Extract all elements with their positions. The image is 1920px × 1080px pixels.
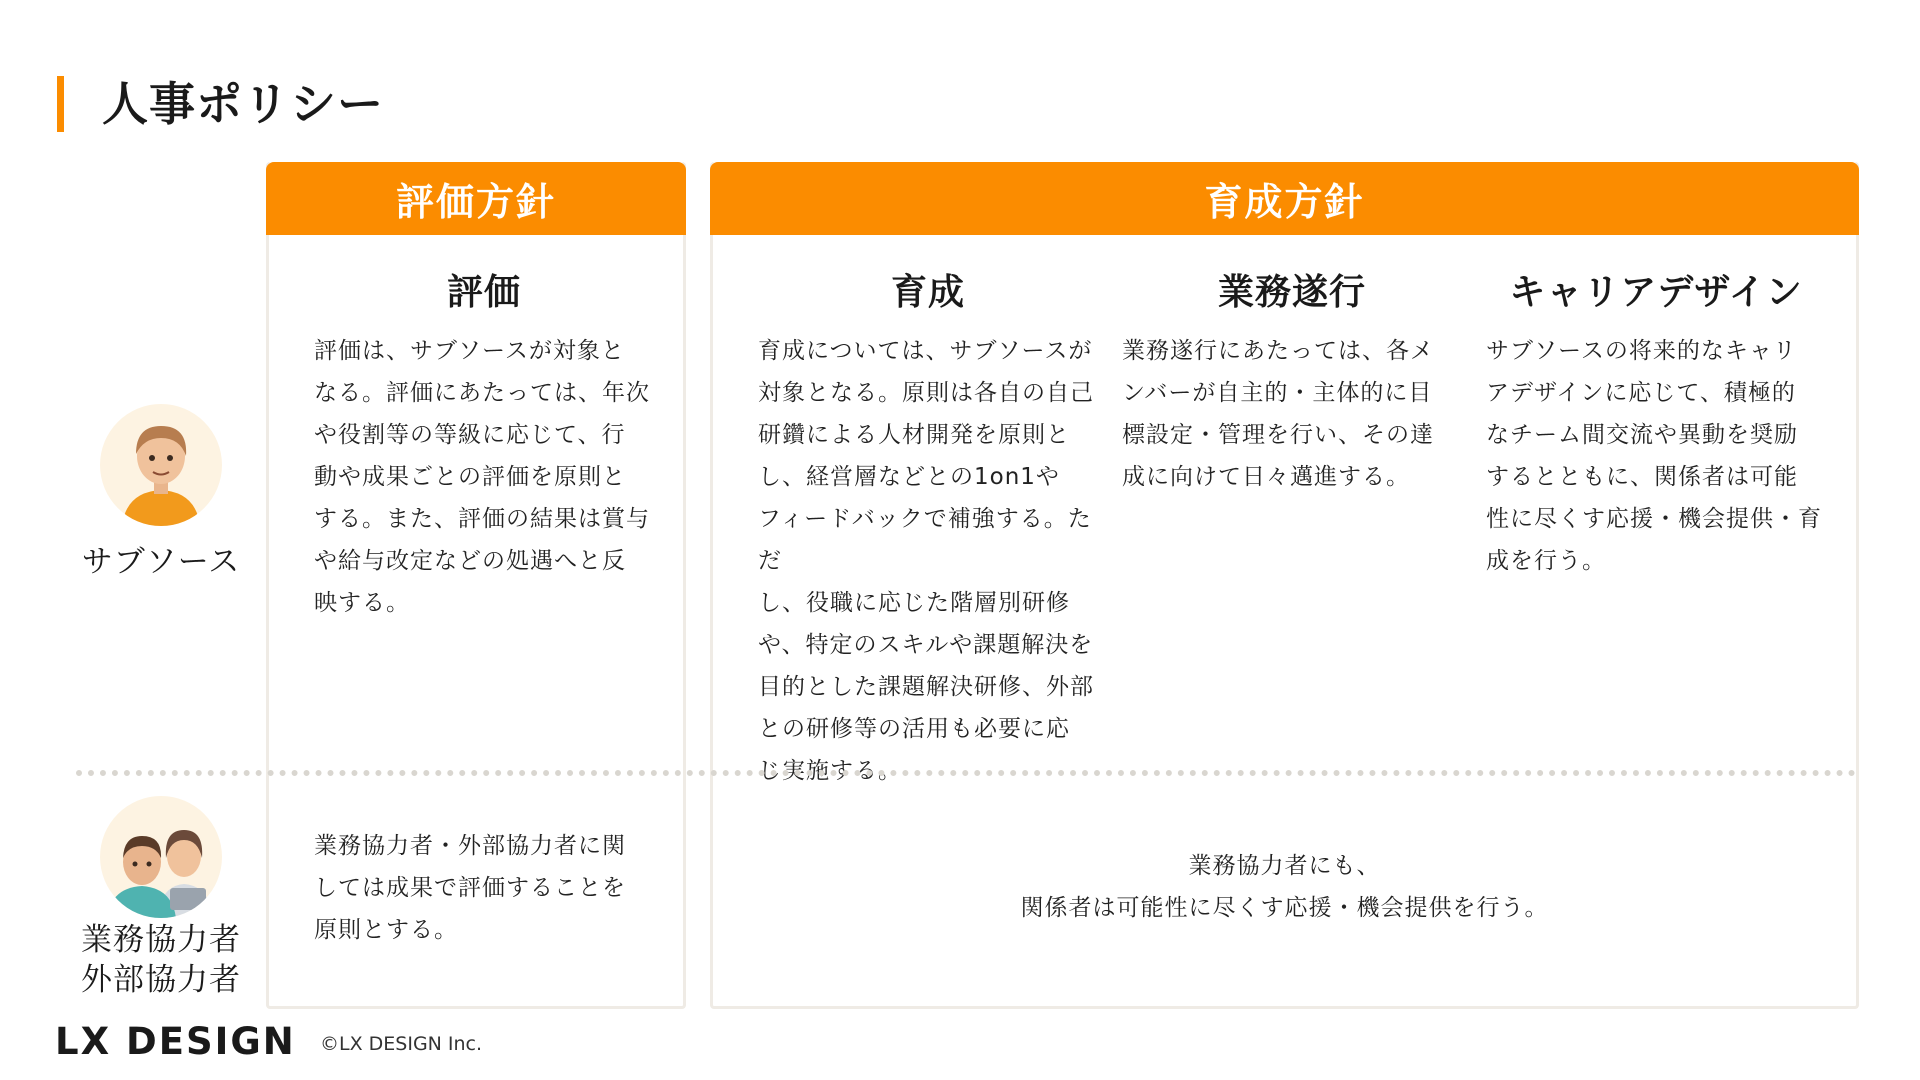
development-column-training (758, 268, 1098, 792)
execution-text: 業務遂行にあたっては、各メ ンバーが自主的・主体的に目 標設定・管理を行い、その達 成に向けて日々邁進する。 (1122, 338, 1434, 490)
copyright-text: ©LX DESIGN Inc. (320, 1033, 483, 1055)
company-logo: LX DESIGN (55, 1020, 296, 1063)
development-partner-text: 業務協力者にも、 関係者は可能性に尽くす応援・機会提供を行う。 (1020, 853, 1549, 921)
page-title: 人事ポリシー (102, 77, 384, 131)
evaluation-text: 評価は、サブソースが対象と なる。評価にあたっては、年次 や役割等の等級に応じて、行 動や成果ごとの評価を原則と する。また、評価の結果は賞与 や給与改定などの処遇へと反 映する。 (314, 338, 650, 616)
career-design-text: サブソースの将来的なキャリ アデザインに応じて、積極的 なチーム間交流や異動を奨励 するとともに、関係者は可能 性に尽くす応援・機会提供・育 成を行う。 (1486, 338, 1822, 574)
development-policy-header: 育成方針 (710, 162, 1859, 235)
development-column-career (1486, 268, 1826, 582)
row-divider (76, 770, 1856, 776)
execution-title: 業務遂行 (1217, 272, 1366, 313)
employee-avatar-icon (100, 404, 222, 526)
training-text: 育成については、サブソースが 対象となる。原則は各自の自己 研鑽による人材開発を原則と し、経営層などとの1on1や フィードバックで補強する。ただ し、役職に応じた階層別研修 や、特定のスキルや課題解決を 目的とした課題解決研修、外部 との研修等の活用も必要に応 じ実施する。 (758, 338, 1094, 784)
title-accent-bar (57, 76, 64, 132)
development-policy-card (710, 162, 1859, 1009)
row-label-partners: 業務協力者 外部協力者 (81, 922, 241, 998)
development-column-execution (1122, 268, 1462, 498)
training-title: 育成 (890, 272, 965, 313)
evaluation-policy-header: 評価方針 (266, 162, 686, 235)
evaluation-policy-card (266, 162, 686, 1009)
evaluation-column (314, 268, 654, 624)
career-design-title: キャリアデザイン (1509, 272, 1803, 313)
row-label-subsource: サブソース (81, 544, 241, 580)
partners-avatar-icon (100, 796, 222, 918)
evaluation-partner-text: 業務協力者・外部協力者に関 しては成果で評価することを 原則とする。 (314, 833, 626, 943)
evaluation-title: 評価 (446, 272, 521, 313)
